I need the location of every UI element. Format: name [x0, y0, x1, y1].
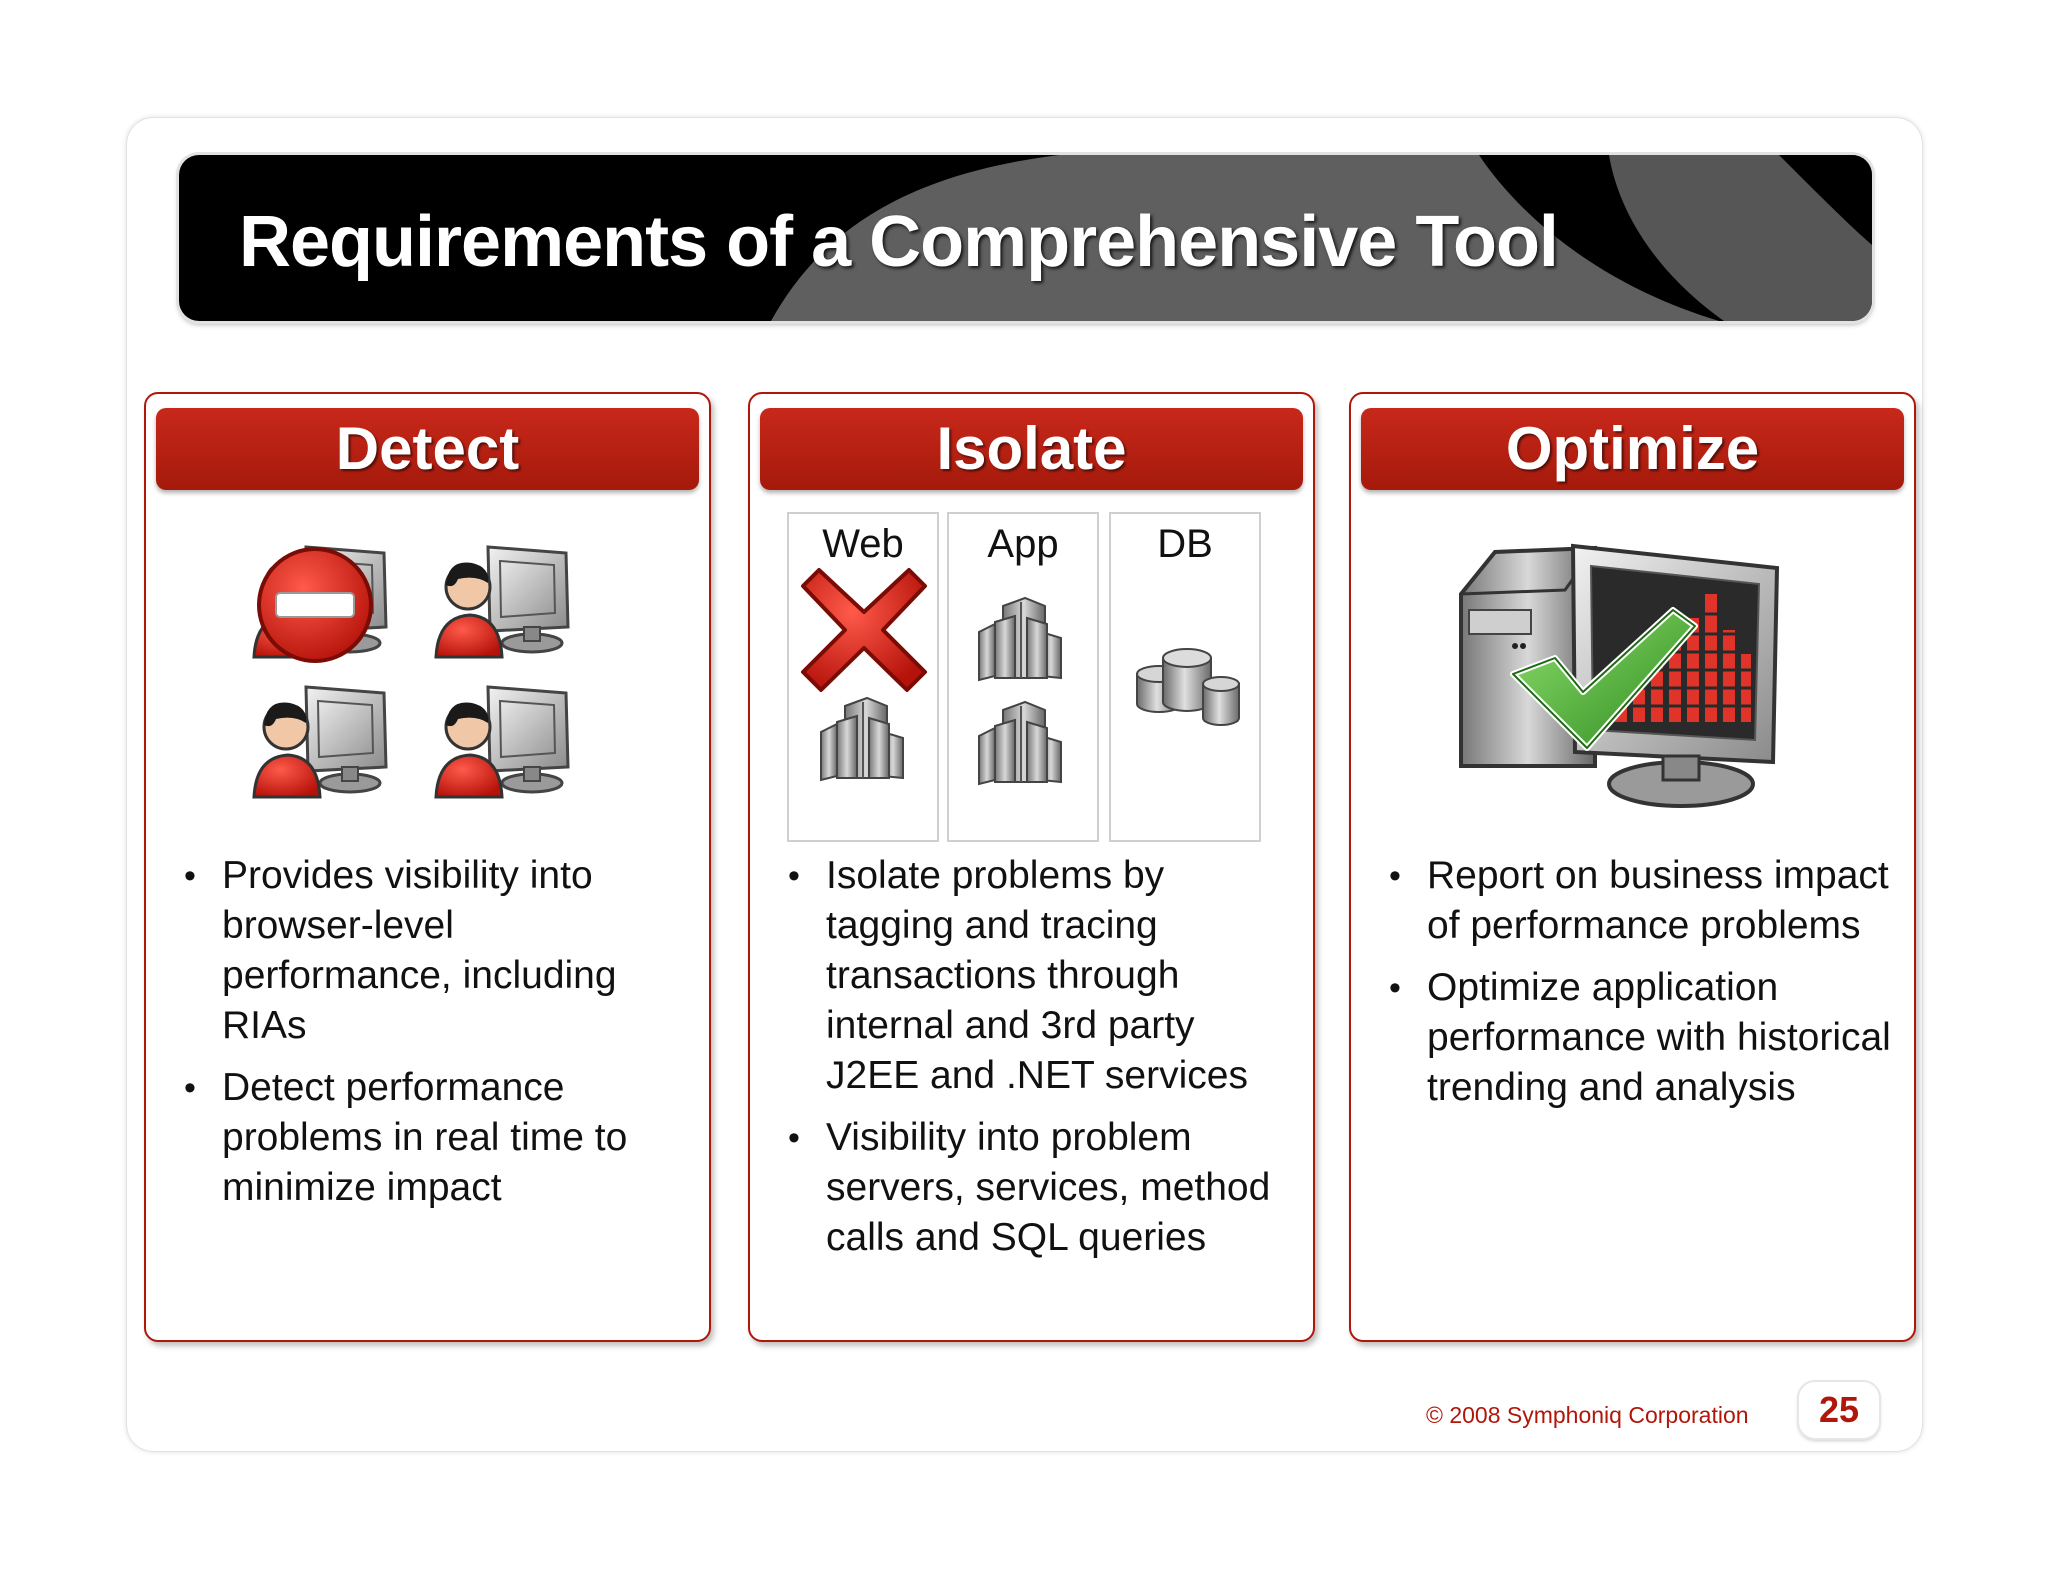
detect-header: Detect	[156, 408, 699, 490]
list-item: • Visibility into problem servers, services, method calls and SQL queries	[788, 1113, 1293, 1263]
user-computer-icon	[428, 679, 578, 799]
no-entry-icon	[254, 544, 376, 666]
list-item: • Detect performance problems in real time to minimize impact	[184, 1063, 689, 1213]
tier-app	[947, 512, 1099, 842]
isolate-header: Isolate	[760, 408, 1303, 490]
server-cluster-icon	[813, 692, 913, 782]
tier-web	[787, 512, 939, 842]
detect-bullets	[184, 851, 689, 1225]
user-computer-icon	[246, 679, 396, 799]
tier-label: App	[987, 522, 1059, 566]
optimize-panel	[1349, 392, 1916, 1342]
list-item: • Report on business impact of performance problems	[1389, 851, 1894, 951]
user-computer-icon	[428, 539, 578, 659]
database-icon	[1133, 644, 1243, 734]
isolate-bullets	[788, 851, 1293, 1275]
error-x-icon	[799, 564, 929, 694]
detect-panel	[144, 392, 711, 1342]
server-cluster-icon	[971, 592, 1071, 682]
page-number: 25	[1799, 1382, 1879, 1438]
list-item: • Optimize application performance with historical trending and analysis	[1389, 963, 1894, 1113]
server-cluster-icon	[971, 696, 1071, 786]
list-item: • Isolate problems by tagging and tracing transactions through internal and 3rd party J2EE and .NET services	[788, 851, 1293, 1101]
slide-title: Requirements of a Comprehensive Tool	[239, 202, 1558, 282]
tier-db	[1109, 512, 1261, 842]
copyright-footer: © 2008 Symphoniq Corporation	[1426, 1402, 1749, 1428]
tier-label: Web	[822, 522, 904, 566]
list-item: • Provides visibility into browser-level performance, including RIAs	[184, 851, 689, 1051]
optimize-bullets	[1389, 851, 1894, 1125]
tier-label: DB	[1157, 522, 1213, 566]
title-bar	[179, 155, 1872, 321]
optimize-header: Optimize	[1361, 408, 1904, 490]
computer-checkmark-chart-icon	[1455, 534, 1785, 819]
